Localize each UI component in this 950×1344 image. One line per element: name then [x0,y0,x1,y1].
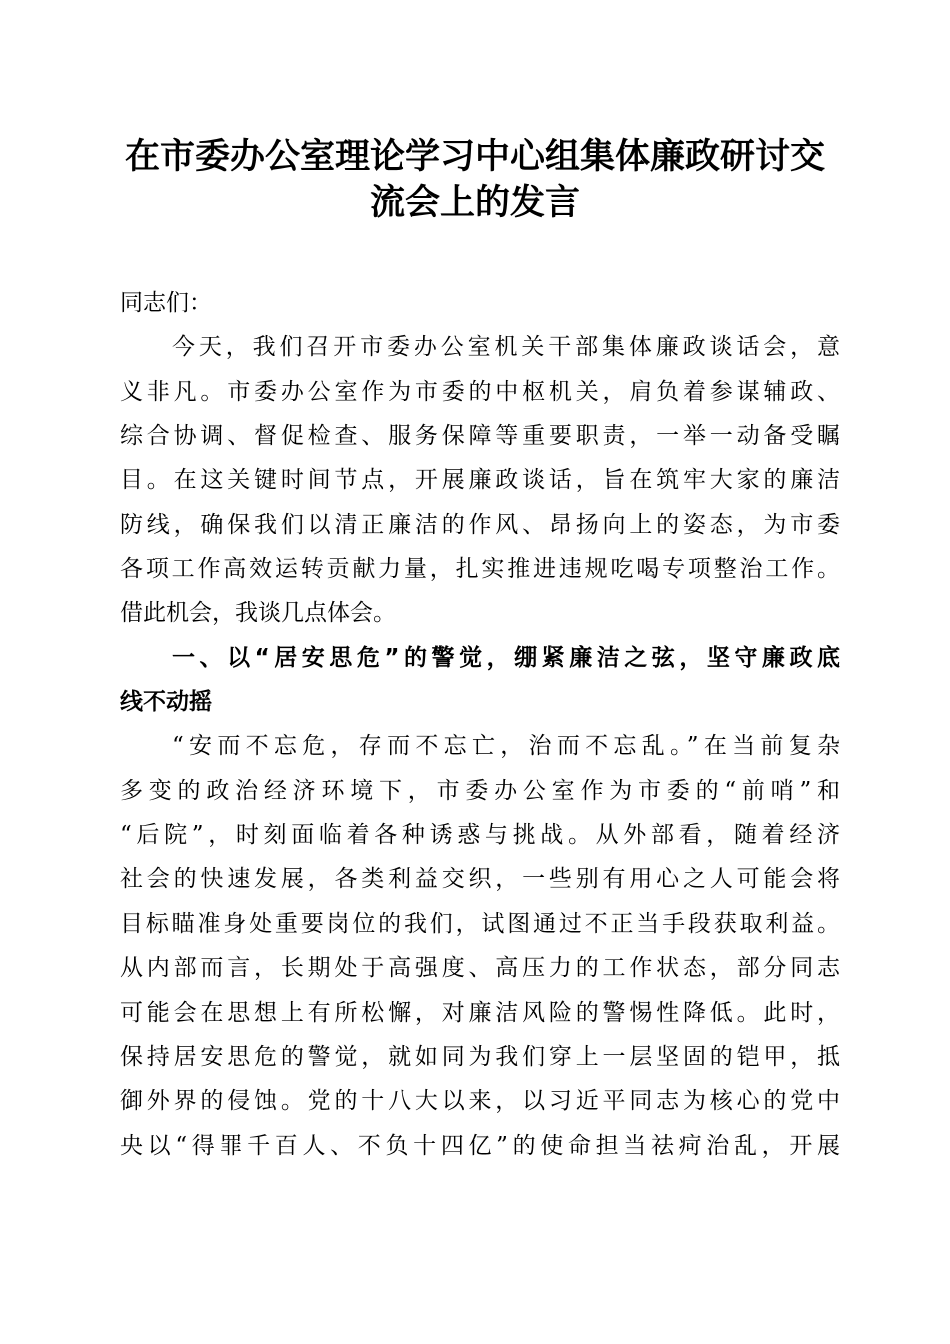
paragraph-line: 从内部而言，长期处于高强度、高压力的工作状态，部分同志 [120,955,840,982]
paragraph-line: 目标瞄准身处重要岗位的我们，试图通过不正当手段获取利益。 [120,910,840,937]
paragraph-line: 各项工作高效运转贡献力量，扎实推进违规吃喝专项整治工作。 [120,556,840,583]
title-line-2: 流会上的发言 [369,182,580,223]
paragraph-line: 目。在这关键时间节点，开展廉政谈话，旨在筑牢大家的廉洁 [120,467,840,494]
paragraph-line: “安而不忘危，存而不忘亡，治而不忘乱。”在当前复杂 [172,733,840,760]
paragraph-line: 社会的快速发展，各类利益交织，一些别有用心之人可能会将 [120,866,840,893]
paragraph-line: “后院”，时刻面临着各种诱惑与挑战。从外部看，随着经济 [120,822,840,849]
section-heading: 一、以“居安思危”的警觉，绷紧廉洁之弦，坚守廉政底 [172,644,840,671]
paragraph-line: 义非凡。市委办公室作为市委的中枢机关，肩负着参谋辅政、 [120,378,840,405]
paragraph-line: 借此机会，我谈几点体会。 [120,600,396,627]
document-body [120,281,840,1168]
paragraph-line: 央以“得罪千百人、不负十四亿”的使命担当祛疴治乱，开展 [120,1132,840,1159]
title-line-1: 在市委办公室理论学习中心组集体廉政研讨交 [124,136,825,177]
section-heading: 线不动摇 [120,689,212,716]
paragraph-line: 可能会在思想上有所松懈，对廉洁风险的警惕性降低。此时， [120,999,840,1026]
salutation: 同志们： [120,290,212,316]
paragraph-line: 今天，我们召开市委办公室机关干部集体廉政谈话会，意 [172,334,840,361]
paragraph-line: 御外界的侵蚀。党的十八大以来，以习近平同志为核心的党中 [120,1088,840,1115]
paragraph-line: 综合协调、督促检查、服务保障等重要职责，一举一动备受瞩 [120,423,840,450]
paragraph-line: 防线，确保我们以清正廉洁的作风、昂扬向上的姿态，为市委 [120,511,840,538]
paragraph-line: 保持居安思危的警觉，就如同为我们穿上一层坚固的铠甲，抵 [120,1043,840,1070]
paragraph-line: 多变的政治经济环境下，市委办公室作为市委的“前哨”和 [120,777,840,804]
document-title [100,134,850,226]
